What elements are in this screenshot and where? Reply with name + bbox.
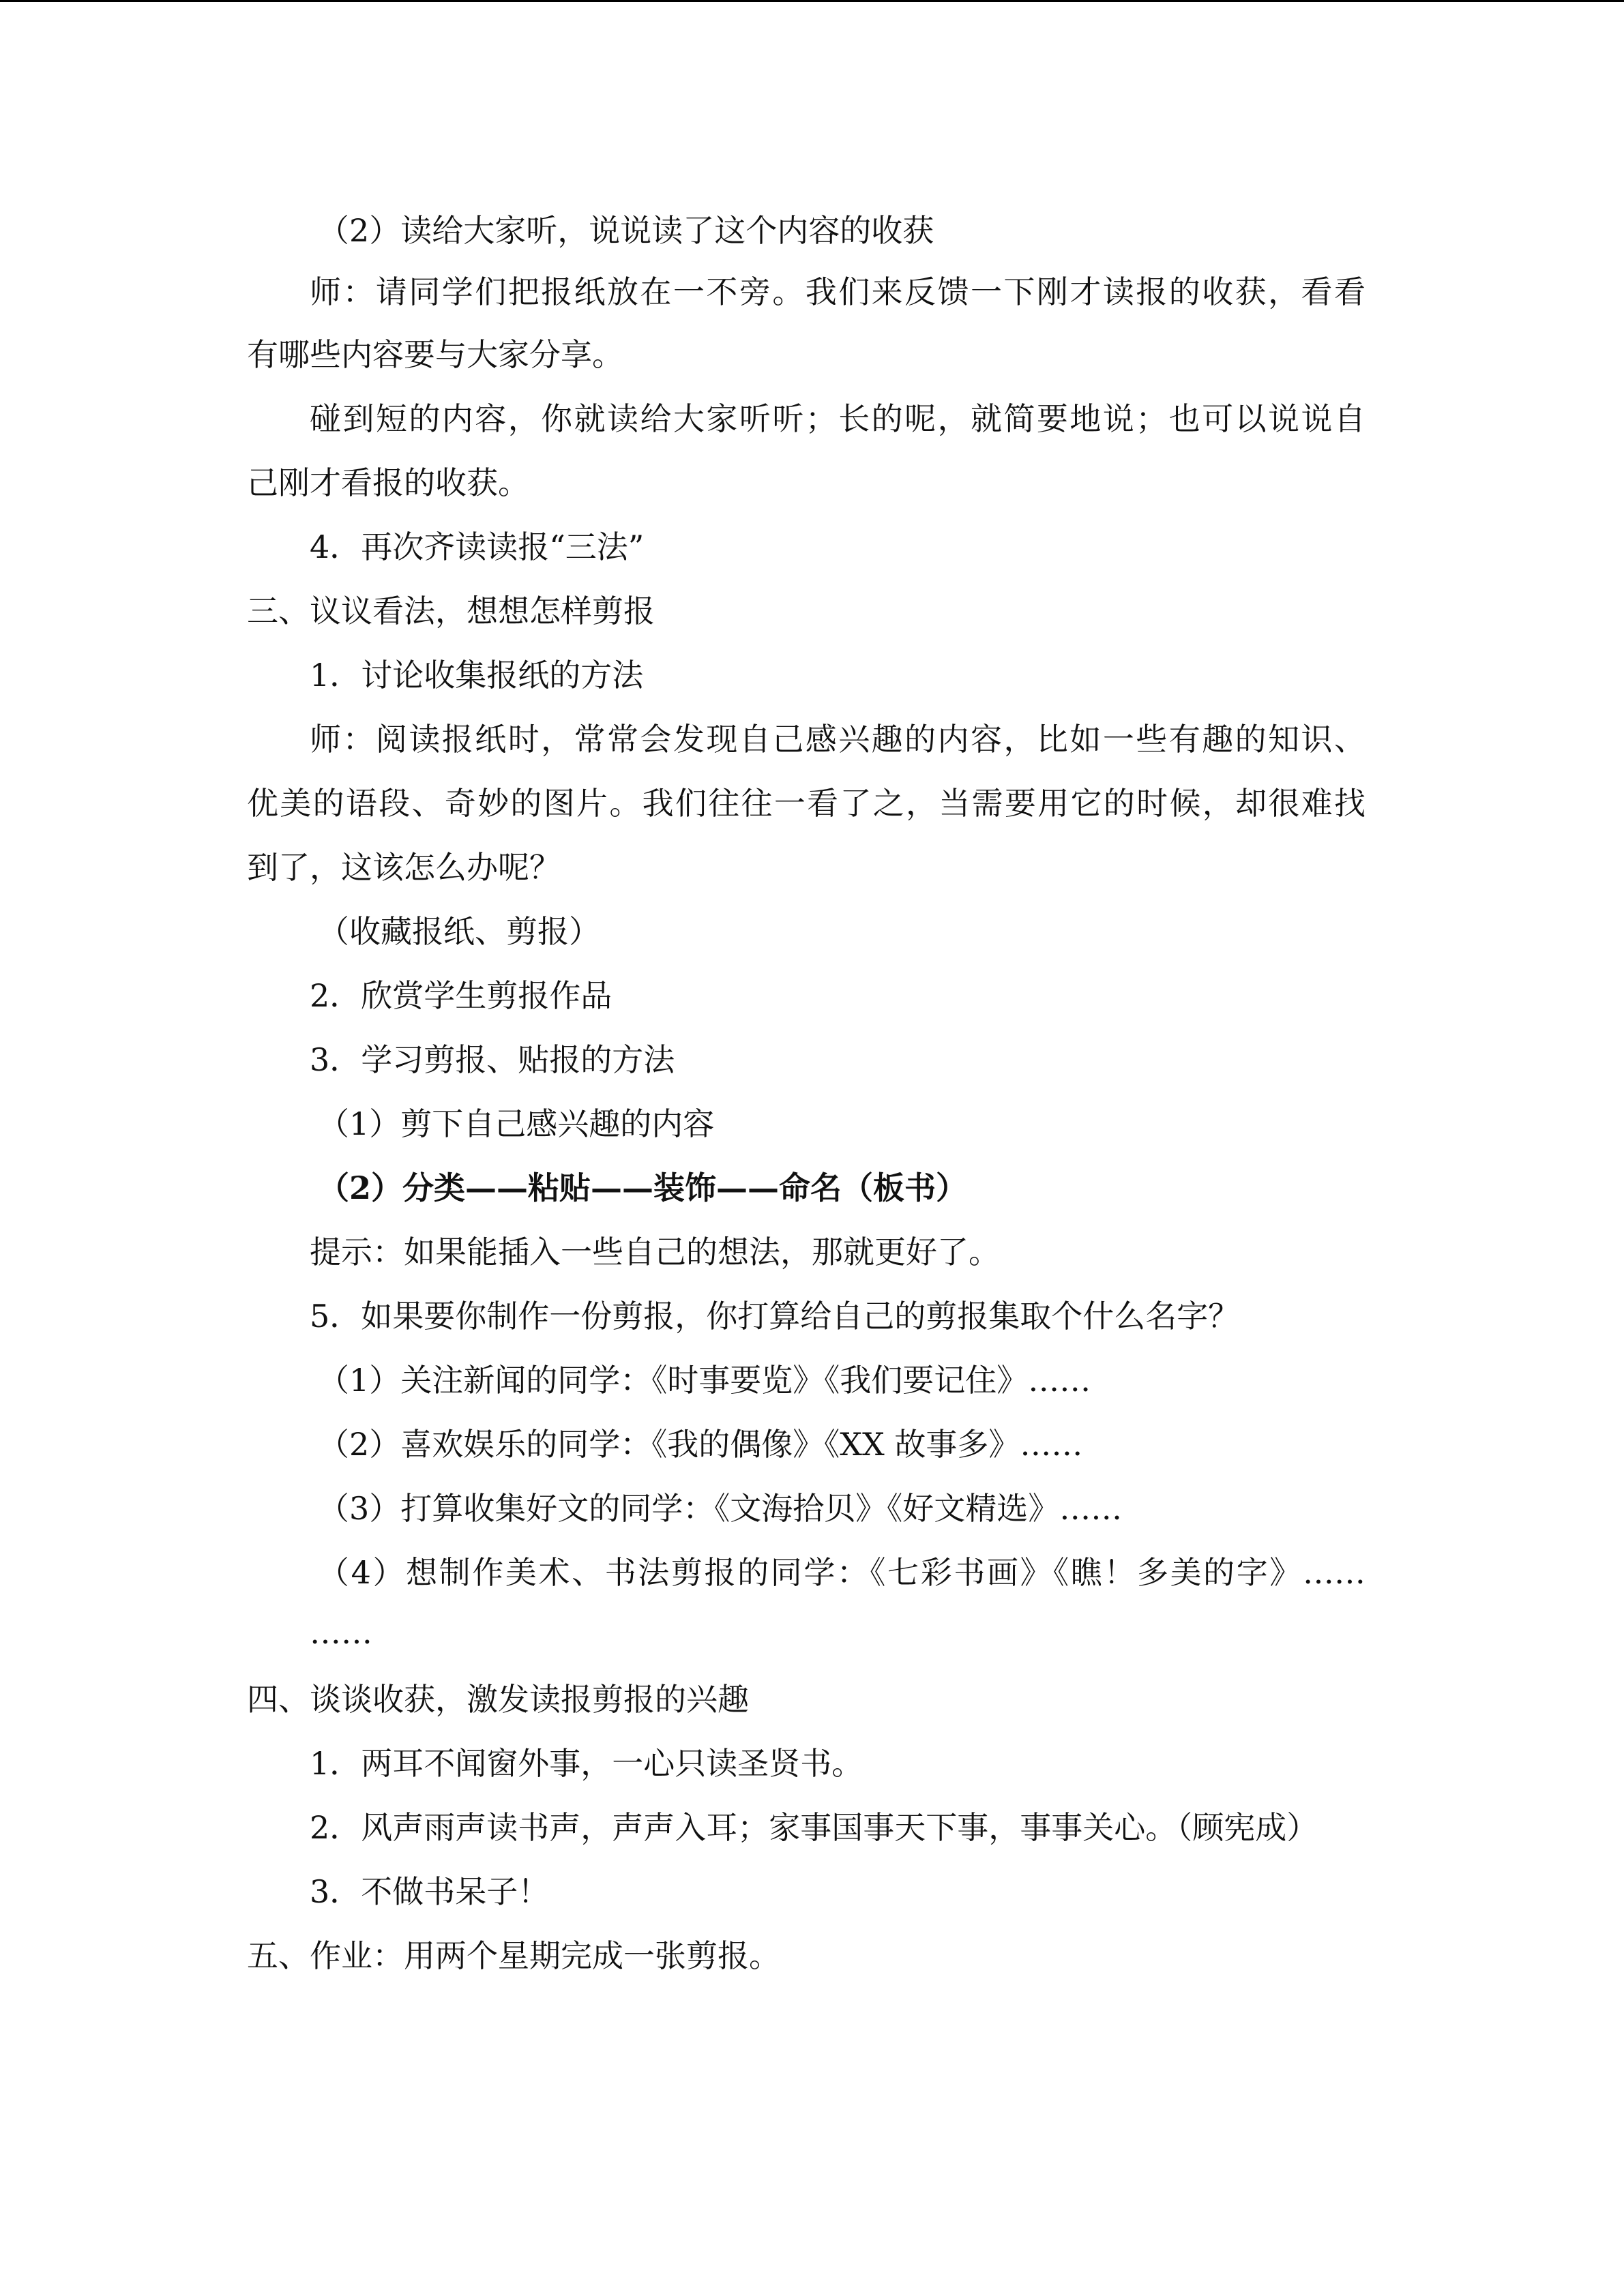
- teacher-paragraph-line: 有哪些内容要与大家分享。: [247, 336, 623, 373]
- numbered-item: 1．讨论收集报纸的方法: [310, 657, 644, 694]
- teacher-paragraph-line: 到了，这该怎么办呢？: [247, 849, 561, 886]
- numbered-item: 4．再次齐读读报“三法”: [310, 528, 645, 565]
- answer-note: （收藏报纸、剪报）: [318, 913, 600, 950]
- numbered-item: 5．如果要你制作一份剪报，你打算给自己的剪报集取个什么名字？: [310, 1298, 1240, 1335]
- top-border-rule: [0, 0, 1624, 2]
- section-heading: 四、谈谈收获，激发读报剪报的兴趣: [247, 1681, 749, 1718]
- sub-item: （2）喜欢娱乐的同学：《我的偶像》《XX 故事多》……: [318, 1426, 1083, 1463]
- paragraph-line: 己刚才看报的收获。: [247, 464, 529, 501]
- numbered-item: 3．学习剪报、贴报的方法: [310, 1041, 675, 1078]
- hint-line: 提示：如果能插入一些自己的想法，那就更好了。: [310, 1234, 1000, 1270]
- sub-item: （4）想制作美术、书法剪报的同学：《七彩书画》《瞧！多美的字》……: [318, 1554, 1365, 1591]
- paragraph-line: 碰到短的内容，你就读给大家听听；长的呢，就简要地说；也可以说说自: [310, 400, 1365, 437]
- numbered-item: 2．风声雨声读书声，声声入耳；家事国事天下事，事事关心。（顾宪成）: [310, 1809, 1318, 1846]
- sub-item-board-writing: （2）分类——粘贴——装饰——命名（板书）: [318, 1169, 968, 1206]
- numbered-item: 2．欣赏学生剪报作品: [310, 977, 612, 1014]
- sub-item: （3）打算收集好文的同学：《文海拾贝》《好文精选》……: [318, 1490, 1123, 1527]
- teacher-paragraph-line: 优美的语段、奇妙的图片。我们往往一看了之，当需要用它的时候，却很难找: [247, 785, 1365, 822]
- teacher-paragraph-line: 师：请同学们把报纸放在一不旁。我们来反馈一下刚才读报的收获，看看: [310, 273, 1365, 310]
- sub-item: （1）剪下自己感兴趣的内容: [318, 1105, 715, 1142]
- numbered-item: 3．不做书呆子！: [310, 1873, 550, 1910]
- sub-item: （1）关注新闻的同学：《时事要览》《我们要记住》……: [318, 1362, 1091, 1399]
- section-heading: 三、议议看法，想想怎样剪报: [247, 593, 655, 629]
- list-item-read-aloud: （2）读给大家听，说说读了这个内容的收获: [318, 212, 934, 249]
- ellipsis-line: ……: [310, 1614, 372, 1651]
- numbered-item: 1．两耳不闻窗外事，一心只读圣贤书。: [310, 1745, 863, 1782]
- teacher-paragraph-line: 师：阅读报纸时，常常会发现自己感兴趣的内容，比如一些有趣的知识、: [310, 721, 1365, 758]
- section-heading: 五、作业：用两个星期完成一张剪报。: [247, 1937, 780, 1974]
